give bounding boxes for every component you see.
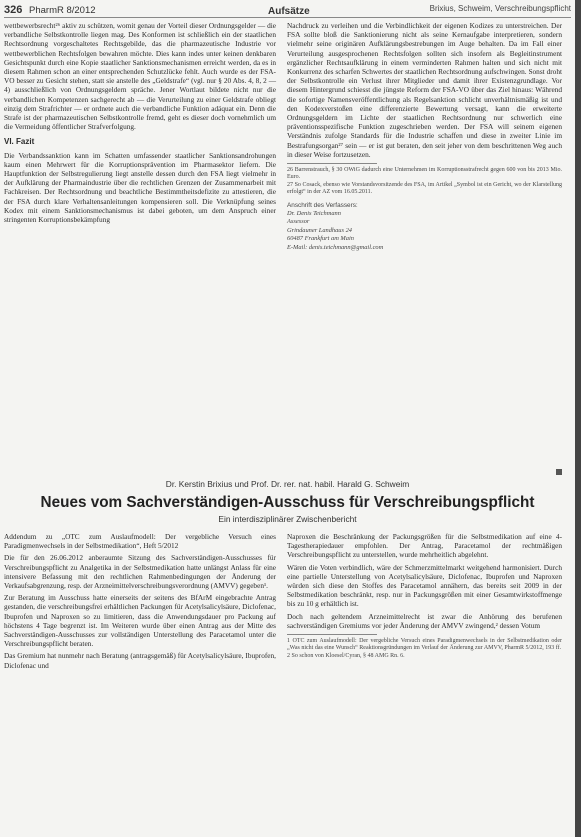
paragraph: Doch nach geltendem Arzneimittelrecht ist zwar die Anhörung des berufenen sachverständigen Gremiums vor jeder Änderung der AMVV zwingend,² dessen Votum — [287, 611, 562, 630]
address-line: E-Mail: denis.teichmann@gmail.com — [287, 243, 384, 251]
footnote-rule — [287, 163, 377, 164]
paragraph: Das Gremium hat nunmehr nach Beratung (antragsgemäß) für Acetylsalicylsäure, Ibuprofen, Diclofenac und — [4, 651, 276, 670]
paragraph: Naproxen die Beschränkung der Packungsgrößen für die Selbstmedikation auf eine 4-Tagestherapiedauer empfohlen. Der Antrag, Paracetamol der rechtmäßigen Verschreibungspflicht zu unterstellen, wurde mehrheitlich abgelehnt. — [287, 532, 562, 560]
section-heading-fazit: VI. Fazit — [4, 137, 35, 147]
page-spine-shadow — [575, 0, 581, 837]
address-line: Assessor — [287, 218, 310, 226]
paragraph: wettbewerbsrecht²⁶ aktiv zu schützen, womit genau der Vorteil dieser Ordnungsgelder — die verbandliche Selbstkontrolle liegen mag. Des Konformen ist schließlich ein der staatlichen Rechtsordnung vorgeschaltetes Rechtsgebilde, das die pharmazeutische Industrie vor wettbewerblichen Rechtsfolgen bewahren möchte. Dies kann indes unter keinen denkbaren Gesichtspunkt durch eine Kopie staatlicher Sanktionsmechanismen erreicht werden, da es in diesem Rahmen schon an einer entsprechenden Schutzlücke fehlt. Auch wurde es der FSA-VO besser zu Gesicht stehen, statt sie anstelle des „Geldstrafe“ (vgl. nur § 20 Abs. 4, 8, 2 — 4) ausschließlich von Ordnungsgeldern spräche. Jener Wortlaut bildete nicht nur die verbandlichen Kompetenzen sachgerecht ab — die Verurteilung zu einer Geldstrafe obliegt einzig dem Strafrichter — er ordnete auch die verbandliche Funktion adäquat ein. Denn die Strafe ist der pharmazeutischen Selbstkontrolle fremd, geht es dieser doch vornehmlich um die Vermeidung öffentlicher Strafverfolgung. — [4, 21, 276, 132]
article-title: Neues vom Sachverständigen-Ausschuss für Verschreibungspflicht — [40, 494, 535, 511]
paragraph: Die Verbandssanktion kann im Schatten umfassender staatlicher Sanktionsandrohungen kaum einen Mehrwert für die Korruptionsprävention im Pharmasektor liefern. Die Hauptfunktion der Selbstregulierung liegt anstelle dessen durch den FSA liegt vielmehr in der Aufklärung der Pharmaindustrie über die rechtlichen Grenzen der Zusammenarbeit mit Fachkreisen. Der Rechtsordnung und beachtliche Bestimmtheitsdefizite zu attestieren, die der FSA durch klare Verhaltensanleitungen kompensieren soll. Die Verknüpfung seines Kodex mit einem Sanktionsmechanismus ist dabei geboten, um dem Anspruch einer stringenten Korruptionsbekämpfung — [4, 150, 276, 225]
header-left — [4, 4, 96, 16]
footnote: 2 So schon von Kloesel/Cyran, § 48 AMG Rn. 6. — [287, 652, 405, 659]
bottom-left-column — [4, 532, 276, 673]
address-line: 60487 Frankfurt am Main — [287, 235, 354, 243]
top-left-column — [4, 21, 276, 227]
bottom-right-column — [287, 532, 562, 660]
footnote: 26 Barrenstrauch, § 30 OWiG dadurch eine Unternehmen im Korruptionsstrafrecht gegen 600 von bis 2013 Mio. Euro. — [287, 167, 562, 181]
section-title: Aufsätze — [268, 6, 310, 17]
paragraph: Nachdruck zu verleihen und die Verbindlichkeit der eigenen Kodizes zu unterstreichen. Der FSA sollte bloß die Sanktionierung nicht als seine Kernaufgabe interpretieren, sondern vielmehr seine originären Aufklärungsbestrebungen im Auge behalten. Da im Fall einer Verurteilung ausgesprochenen Rechtsfolgen sollten sich insofern als Begleitinstrument ergänzlicher Rechtsaufklärung in einem verminderten Rahmen halten und sich nicht mit Konkurrenz des scharfen Schwertes der staatlichen Rechtsordnung aufschwingen. Sonst droht der Selbstkontrolle ein Verlust ihrer Mitglieder und damit ihrer Existenzgrundlage. Vor diesem Hintergrund schiesst die jüngste Reform der FSA-VO über das Ziel hinaus: Während die sofortige Namensveröffentlichung als Regelsanktion schlicht unverhältnismäßig ist und den Kodexverstoßen eine differenzierte Bewertung versagt, kann die erweiterte Ordnungsgeldern im Lichte der staatlichen Rechtsordnung nur schwerlich eine präventionsspezifische Funktion zugeschrieben werden. Der FSA will seinem eigenen Verständnis zufolge Standards für die Industrie schaffen und diese in zweiter Linie im Bestrafungsorgan²⁷ sein — er ist gut beraten, den seit jeher von dem beschrittenen Weg auch in dieser Weise fortzusetzen. — [287, 21, 562, 159]
paragraph: Wären die Voten verbindlich, wäre der Schmerzmittelmarkt weitgehend harmonisiert. Durch eine partielle Unterstellung von Acetylsalicylsäure, Diclofenac, Ibuprofen und Naproxen würden sich diese den Stoffes des Paracetamol annähern, das bereits seit 2009 in der Selbstmedikation beschränkt, resp. nur in Packungsgrößen mit einer Gesamtwirkstoffmenge bis zu 10 g erhältlich ist. — [287, 562, 562, 609]
article-end-square-icon — [556, 469, 562, 475]
author-address — [287, 202, 562, 252]
header-rule — [4, 17, 571, 18]
paragraph: Die für den 26.06.2012 anberaumte Sitzung des Sachverständigen-Ausschusses für Verschreibungspflicht zu Analgetika in der Selbstmedikation hatte unlängst Anlass für eine intensivere Befassung mit den rechtlichen Rahmenbedingungen der Änderung der Verkaufsabgrenzung, resp. der Arzneimittelverschreibungsverordnung (AMVV) gegeben¹. — [4, 553, 276, 591]
paragraph: Zur Beratung im Ausschuss hatte einerseits der seitens des BfArM eingebrachte Antrag gestanden, die verschreibungsfrei erhältlichen Packungen für Acetylsalicylsäure, Diclofenac, Ibuprofen und Naproxen so zu limitieren, dass die Anwendungsdauer pro Packung auf höchstens 4 Tage begrenzt ist. Im Weiteren wurde über einen Antrag aus der Mitte des Sachverständigen-Ausschusses zur vollständigen Unterstellung des Paracetamol unter die Verschreibungspflicht beraten. — [4, 593, 276, 649]
article-subtitle: Ein interdisziplinärer Zwischenbericht — [218, 514, 357, 524]
address-label: Anschrift des Verfassers: — [287, 201, 358, 209]
address-line: Grindauner Landhaus 24 — [287, 226, 352, 234]
journal-name: PharmR 8/2012 — [29, 5, 96, 16]
top-right-column — [287, 21, 562, 252]
footnote: 1 OTC zum Auslaufmodell: Der vergebliche Versuch eines Paradigmenwechsels in der Selbstmedikation oder „Was nicht das eine Wunsch“ Reaktionsgründungen im Verlauf der Änderung zur AMVV, PharmR 5/2012, 193 ff. — [287, 638, 562, 652]
footnote: 27 So Cosack, ebenso wie Vorstandsvorsitzende des FSA, im Artikel „Symbol ist ein Gericht, wo der Klarstellung erfolgt“ in der AZ vom 16.05.2011. — [287, 181, 562, 196]
running-title: Brixius, Schweim, Verschreibungspflicht — [429, 4, 571, 13]
paragraph: Addendum zu „OTC zum Auslaufmodell: Der vergebliche Versuch eines Paradigmenwechsels in der Selbstmedikation“, Heft 5/2012 — [4, 532, 276, 551]
article-authors: Dr. Kerstin Brixius und Prof. Dr. rer. nat. habil. Harald G. Schweim — [165, 479, 410, 489]
address-line: Dr. Denis Teichmann — [287, 210, 341, 218]
footnote-rule — [287, 634, 377, 635]
page-number: 326 — [4, 4, 23, 16]
